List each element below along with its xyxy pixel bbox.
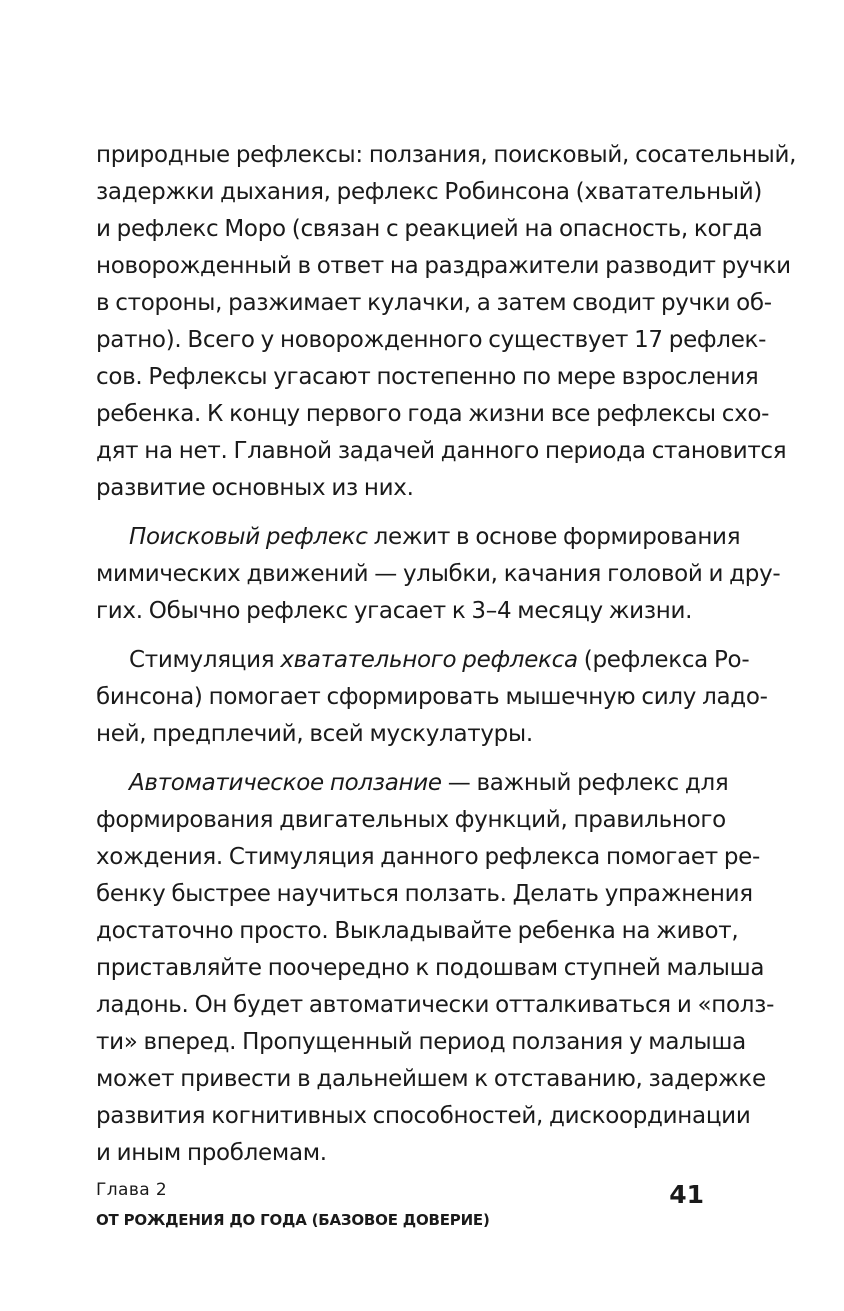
text-line: [96, 642, 750, 679]
paragraph-2: [96, 519, 781, 630]
text-line: приставляйте поочередно к подошвам ступней малыша: [96, 955, 765, 981]
text-line: бенку быстрее научиться ползать. Делать упражнения: [96, 881, 753, 907]
running-footer-section: ОТ РОЖДЕНИЯ ДО ГОДА (БАЗОВОЕ ДОВЕРИЕ): [96, 1211, 490, 1229]
text-line: [96, 765, 729, 802]
text-fragment: Стимуляция: [129, 647, 281, 673]
text-line: сов. Рефлексы угасают постепенно по мере взросления: [96, 364, 759, 390]
text-fragment: — важный рефлекс для: [441, 770, 729, 796]
text-fragment: (рефлекса Ро-: [577, 647, 750, 673]
text-line: формирования двигательных функций, правильного: [96, 807, 726, 833]
running-footer-chapter: Глава 2: [96, 1180, 168, 1200]
emphasis-term: Автоматическое ползание: [129, 770, 442, 796]
text-line: ратно). Всего у новорожденного существует 17 рефлек-: [96, 327, 767, 353]
text-line: и рефлекс Моро (связан с реакцией на опасность, когда: [96, 216, 763, 242]
text-line: может привести в дальнейшем к отставанию, задержке: [96, 1066, 766, 1092]
text-line: развития когнитивных способностей, дискоординации: [96, 1103, 751, 1129]
text-line: [96, 519, 741, 556]
paragraph-1: [96, 137, 797, 507]
text-line: ти» вперед. Пропущенный период ползания у малыша: [96, 1029, 746, 1055]
text-line: ребенка. К концу первого года жизни все рефлексы схо-: [96, 401, 770, 427]
page-body: [96, 137, 797, 1172]
page-number: 41: [669, 1180, 704, 1209]
text-line: задержки дыхания, рефлекс Робинсона (хватательный): [96, 179, 763, 205]
emphasis-term: хватательного рефлекса: [280, 647, 578, 673]
text-line: мимических движений — улыбки, качания головой и дру-: [96, 561, 781, 587]
text-line: бинсона) помогает сформировать мышечную силу ладо-: [96, 684, 768, 710]
text-line: хождения. Стимуляция данного рефлекса помогает ре-: [96, 844, 760, 870]
text-line: гих. Обычно рефлекс угасает к 3–4 месяцу жизни.: [96, 598, 693, 624]
text-line: развитие основных из них.: [96, 475, 414, 501]
text-line: природные рефлексы: ползания, поисковый, сосательный,: [96, 142, 797, 168]
text-line: достаточно просто. Выкладывайте ребенка на живот,: [96, 918, 739, 944]
text-fragment: лежит в основе формирования: [367, 524, 741, 550]
paragraph-4: [96, 765, 775, 1172]
paragraph-3: [96, 642, 768, 753]
text-line: ладонь. Он будет автоматически отталкиваться и «полз-: [96, 992, 775, 1018]
text-line: ней, предплечий, всей мускулатуры.: [96, 721, 533, 747]
text-line: и иным проблемам.: [96, 1140, 327, 1166]
text-line: в стороны, разжимает кулачки, а затем сводит ручки об-: [96, 290, 772, 316]
text-line: дят на нет. Главной задачей данного периода становится: [96, 438, 787, 464]
text-line: новорожденный в ответ на раздражители разводит ручки: [96, 253, 791, 279]
emphasis-term: Поисковый рефлекс: [129, 524, 368, 550]
